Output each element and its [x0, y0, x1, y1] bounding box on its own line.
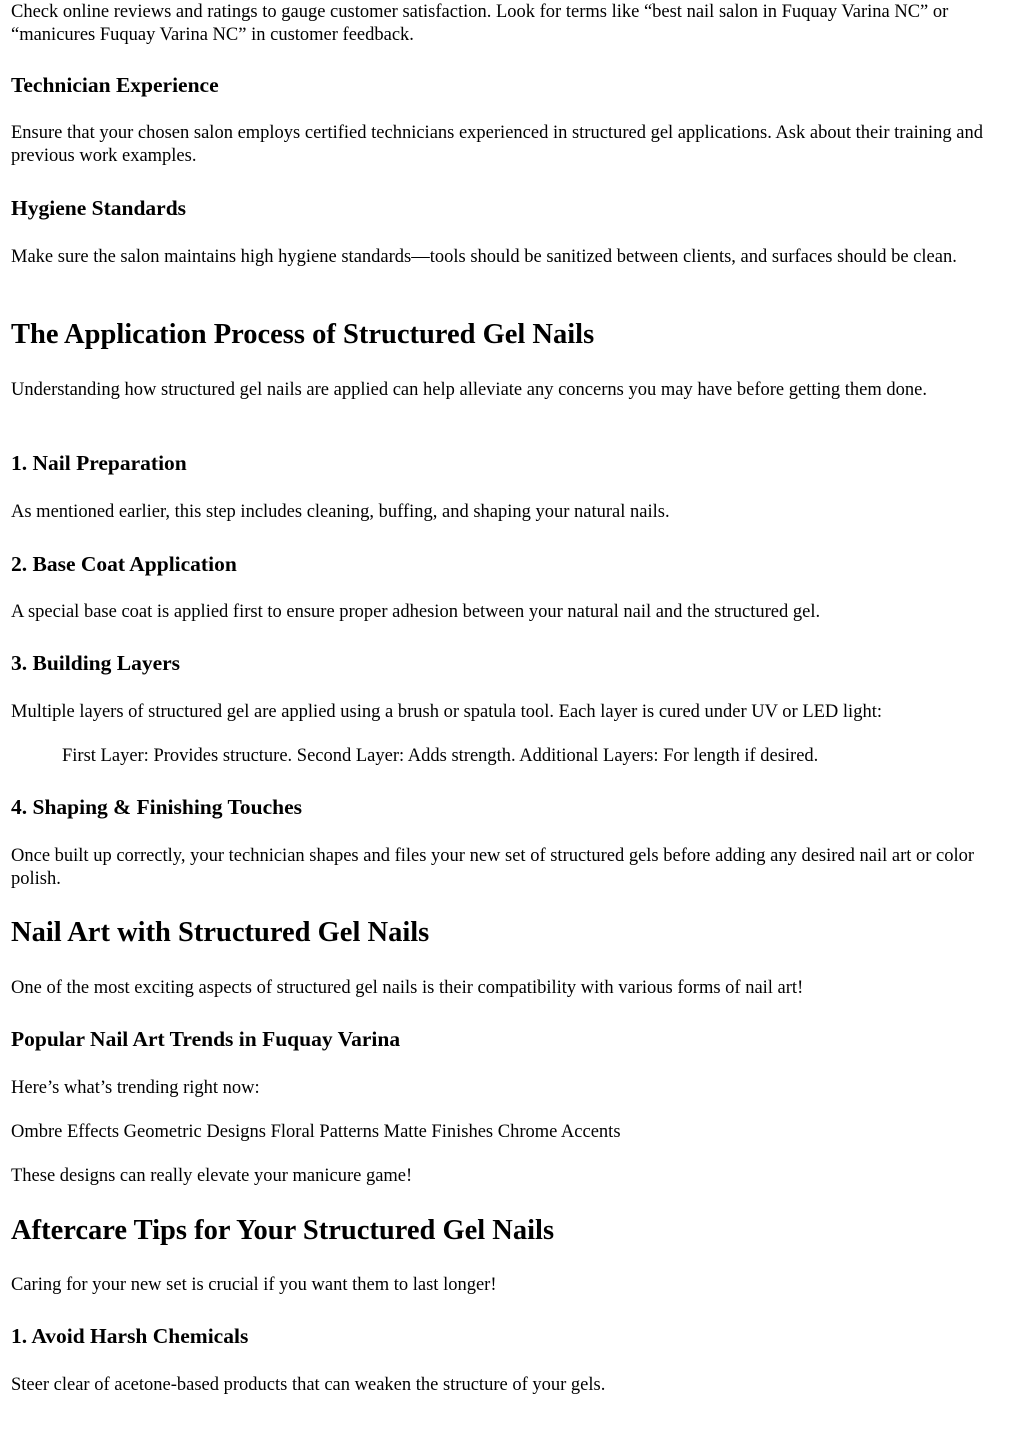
list-building-layers: First Layer: Provides structure. Second Layer: Adds strength. Additional Layers: For length if desired. [62, 746, 819, 766]
heading-avoid-chemicals: 1. Avoid Harsh Chemicals [11, 1324, 249, 1348]
paragraph-avoid-chemicals: Steer clear of acetone-based products that can weaken the structure of your gels. [11, 1375, 606, 1395]
heading-building-layers: 3. Building Layers [11, 651, 181, 675]
paragraph-nail-preparation: As mentioned earlier, this step includes cleaning, buffing, and shaping your natural nails. [11, 502, 670, 522]
paragraph-shaping-finishing: Once built up correctly, your technician shapes and files your new set of structured gels before adding any desired nail art or color polish. [11, 846, 975, 889]
paragraph-trends-outro: These designs can really elevate your manicure game! [11, 1166, 413, 1186]
paragraph-hygiene-standards: Make sure the salon maintains high hygiene standards—tools should be sanitized between clients, and surfaces should be clean. [11, 247, 957, 267]
paragraph-nail-art: One of the most exciting aspects of structured gel nails is their compatibility with various forms of nail art! [11, 978, 804, 998]
heading-shaping-finishing: 4. Shaping & Finishing Touches [11, 795, 302, 819]
paragraph-trends-intro: Here’s what’s trending right now: [11, 1078, 260, 1098]
heading-application-process: The Application Process of Structured Gel Nails [11, 319, 595, 350]
intro-paragraph: Check online reviews and ratings to gauge customer satisfaction. Look for terms like “best nail salon in Fuquay Varina NC” or “manicures Fuquay Varina NC” in customer feedback. [11, 2, 949, 45]
heading-popular-trends: Popular Nail Art Trends in Fuquay Varina [11, 1027, 401, 1051]
heading-hygiene-standards: Hygiene Standards [11, 196, 187, 220]
paragraph-technician-experience: Ensure that your chosen salon employs certified technicians experienced in structured gel applications. Ask about their training and previous work examples. [11, 123, 983, 166]
list-trends: Ombre Effects Geometric Designs Floral Patterns Matte Finishes Chrome Accents [11, 1122, 621, 1142]
paragraph-application-process: Understanding how structured gel nails are applied can help alleviate any concerns you may have before getting them done. [11, 380, 927, 400]
heading-nail-preparation: 1. Nail Preparation [11, 451, 187, 475]
paragraph-aftercare: Caring for your new set is crucial if you want them to last longer! [11, 1275, 497, 1295]
heading-aftercare: Aftercare Tips for Your Structured Gel Nails [11, 1215, 555, 1246]
paragraph-base-coat: A special base coat is applied first to ensure proper adhesion between your natural nail and the structured gel. [11, 602, 821, 622]
paragraph-building-layers: Multiple layers of structured gel are applied using a brush or spatula tool. Each layer is cured under UV or LED light: [11, 702, 882, 722]
heading-base-coat: 2. Base Coat Application [11, 552, 237, 576]
heading-nail-art: Nail Art with Structured Gel Nails [11, 917, 430, 948]
heading-technician-experience: Technician Experience [11, 73, 219, 97]
